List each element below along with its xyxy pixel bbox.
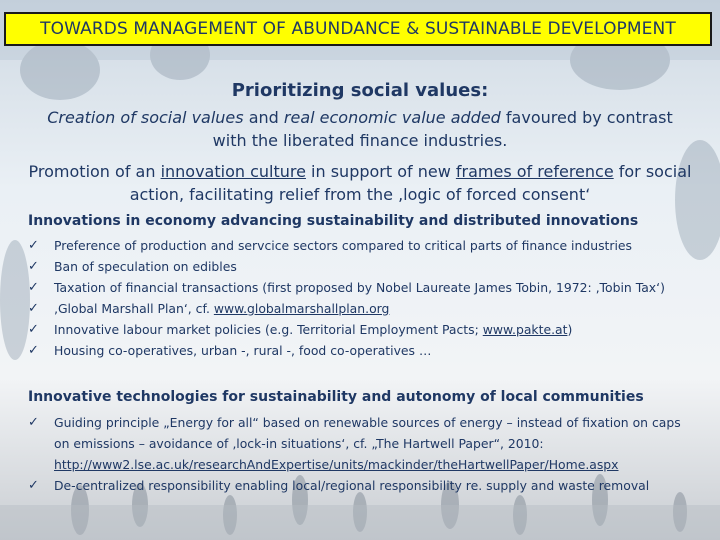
promo-text-3: in support of new bbox=[305, 162, 456, 181]
promo-text-5: for social action, facilitating relief from the ‚logic of forced consent‘ bbox=[129, 162, 692, 204]
list-item-text: Ban of speculation on edibles bbox=[54, 259, 237, 274]
subline-text-2: and bbox=[243, 108, 284, 127]
list-item-text bbox=[54, 319, 698, 340]
subline-italic-3: real economic value added bbox=[283, 108, 501, 127]
check-icon: ✓ bbox=[28, 322, 39, 337]
pakte-link[interactable]: www.pakte.at bbox=[482, 322, 568, 337]
hartwell-paper-link[interactable]: http://www2.lse.ac.uk/researchAndExpertise/units/mackinder/theHartwellPaper/Home.aspx bbox=[54, 457, 619, 472]
list-item bbox=[28, 340, 698, 361]
list-item-text: Taxation of financial transactions (first proposed by Nobel Laureate James Tobin, 1972: ‚Tobin Tax‘) bbox=[54, 280, 665, 295]
heading: Prioritizing social values: bbox=[231, 80, 489, 101]
check-icon: ✓ bbox=[28, 343, 39, 358]
list-item-text: De-centralized responsibility enabling local/regional responsibility re. supply and waste removal bbox=[54, 478, 650, 493]
check-icon: ✓ bbox=[28, 478, 39, 493]
list-item-text-a: Guiding principle „Energy for all“ based on renewable sources of energy – instead of fixation on caps on emissions – avoidance of ‚lock-in situations‘, cf. „The Hartwell Paper“, 2010: bbox=[54, 415, 681, 451]
list-item bbox=[28, 475, 698, 496]
subline bbox=[40, 106, 680, 152]
section1-title: Innovations in economy advancing sustainability and distributed innovations bbox=[28, 213, 639, 229]
list-item bbox=[28, 235, 698, 256]
globalmarshallplan-link[interactable]: www.globalmarshallplan.org bbox=[213, 301, 390, 316]
subline-text-4: favoured by contrast with the liberated finance industries. bbox=[212, 108, 673, 150]
section2-list bbox=[28, 412, 698, 496]
list-item bbox=[28, 277, 698, 298]
list-item-text bbox=[54, 298, 698, 319]
title-banner bbox=[4, 12, 712, 46]
list-item-text bbox=[54, 412, 698, 475]
list-item bbox=[28, 319, 698, 340]
list-item-text-a: Innovative labour market policies (e.g. Territorial Employment Pacts; bbox=[54, 322, 483, 337]
list-item bbox=[28, 298, 698, 319]
check-icon: ✓ bbox=[28, 238, 39, 253]
promo-underlined-frames: frames of reference bbox=[455, 162, 614, 181]
section2-title: Innovative technologies for sustainability and autonomy of local communities bbox=[28, 389, 644, 405]
list-item-text: Housing co-operatives, urban -, rural -, food co-operatives … bbox=[54, 343, 432, 358]
section1-list bbox=[28, 235, 698, 361]
promotion-text bbox=[0, 160, 720, 206]
check-icon: ✓ bbox=[28, 301, 39, 316]
list-item bbox=[28, 256, 698, 277]
check-icon: ✓ bbox=[28, 280, 39, 295]
slide-title: TOWARDS MANAGEMENT OF ABUNDANCE & SUSTAINABLE DEVELOPMENT bbox=[40, 19, 676, 39]
check-icon: ✓ bbox=[28, 415, 39, 430]
promo-underlined-innovation: innovation culture bbox=[160, 162, 306, 181]
check-icon: ✓ bbox=[28, 259, 39, 274]
list-item bbox=[28, 412, 698, 475]
list-item-text: Preference of production and servcice sectors compared to critical parts of finance industries bbox=[54, 238, 633, 253]
subline-italic-1: Creation of social values bbox=[47, 108, 244, 127]
list-item-text-a: ‚Global Marshall Plan‘, cf. bbox=[54, 301, 214, 316]
promo-text-1: Promotion of an bbox=[28, 162, 161, 181]
list-item-text-b: ) bbox=[567, 322, 573, 337]
